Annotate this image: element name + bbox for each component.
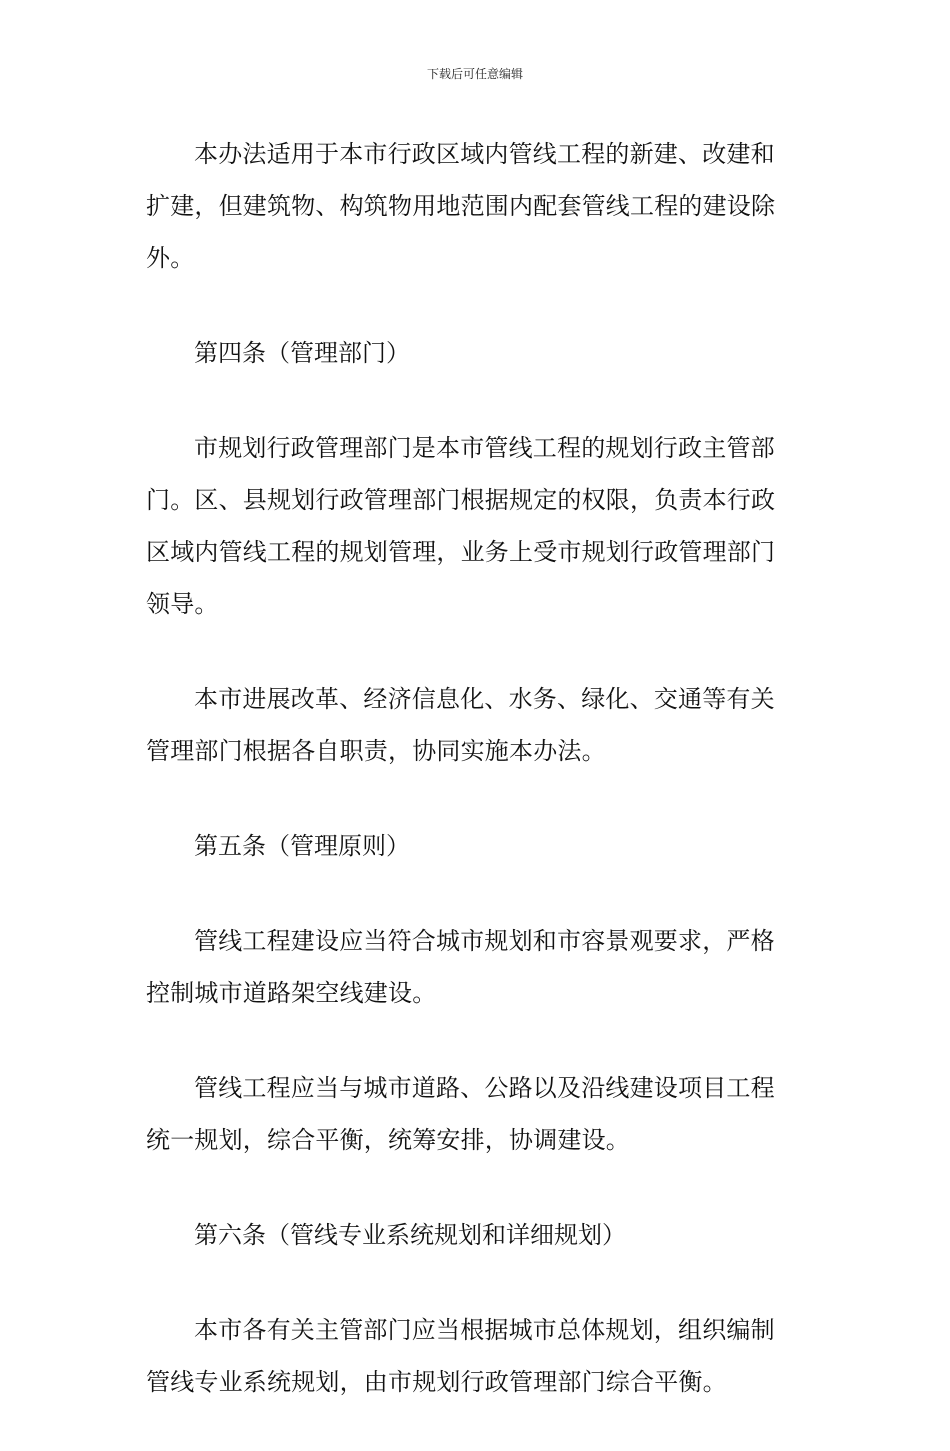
paragraph-system-planning: 本市各有关主管部门应当根据城市总体规划，组织编制管线专业系统规划，由市规划行政管理部门综合平衡。 [146, 1316, 775, 1396]
article-4-heading: 第四条（管理部门） [194, 339, 410, 367]
paragraph-scope: 本办法适用于本市行政区域内管线工程的新建、改建和扩建，但建筑物、构筑物用地范围内配套管线工程的建设除外。 [146, 140, 776, 272]
document-body [146, 128, 796, 1451]
page-header: 下载后可任意编辑 [426, 67, 523, 81]
article-6-heading: 第六条（管线专业系统规划和详细规划） [194, 1221, 626, 1249]
paragraph-principle-1: 管线工程建设应当符合城市规划和市容景观要求，严格控制城市道路架空线建设。 [146, 927, 775, 1007]
paragraph-principle-2: 管线工程应当与城市道路、公路以及沿线建设项目工程统一规划，综合平衡，统筹安排，协调建设。 [146, 1074, 775, 1154]
paragraph-cooperation: 本市进展改革、经济信息化、水务、绿化、交通等有关管理部门根据各自职责，协同实施本办法。 [146, 685, 775, 765]
paragraph-management-dept: 市规划行政管理部门是本市管线工程的规划行政主管部门。区、县规划行政管理部门根据规定的权限，负责本行政区域内管线工程的规划管理，业务上受市规划行政管理部门领导。 [146, 434, 776, 618]
article-5-heading: 第五条（管理原则） [194, 832, 410, 860]
